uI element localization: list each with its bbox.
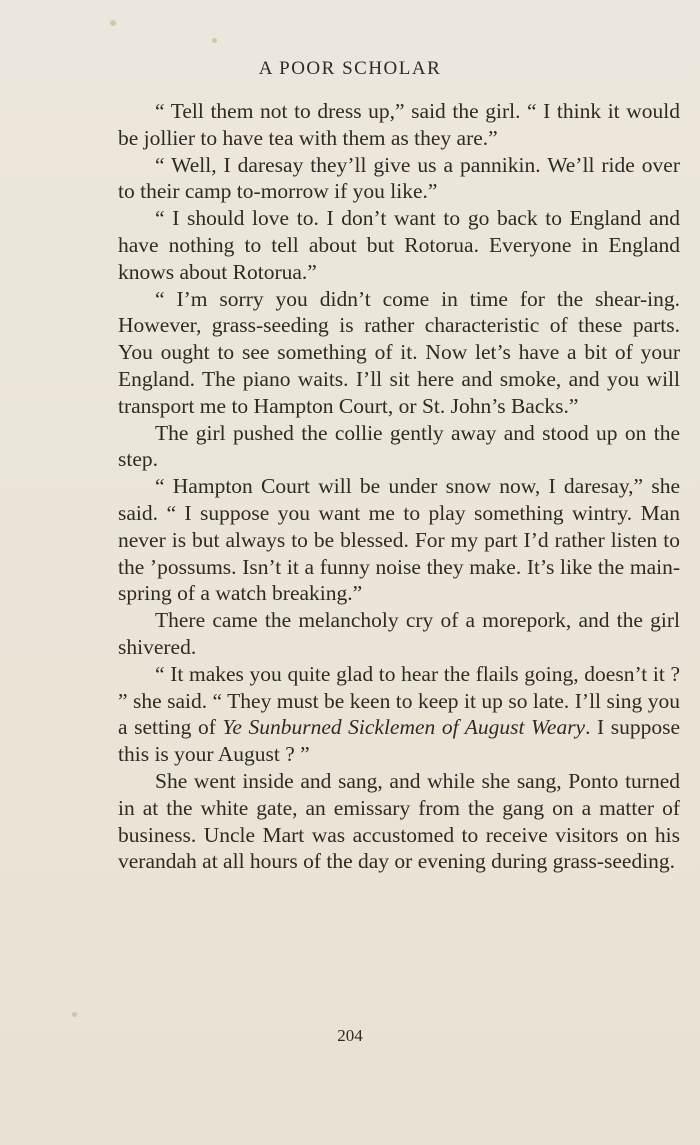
paragraph: She went inside and sang, and while she sang, Ponto turned in at the white gate, an emissary from the gang on a matter of business. Uncle Mart was accustomed to receive visitors on his verandah at all hours of the day or evening during grass-seeding.: [118, 768, 680, 874]
paper-speck: [212, 38, 217, 43]
paragraph: “ Well, I daresay they’ll give us a pannikin. We’ll ride over to their camp to-morrow if you like.”: [118, 152, 680, 204]
running-head: A POOR SCHOLAR: [258, 58, 442, 79]
paragraph: The girl pushed the collie gently away and stood up on the step.: [118, 420, 680, 472]
paragraph: “ Hampton Court will be under snow now, I daresay,” she said. “ I suppose you want me to play something wintry. Man never is but always to be blessed. For my part I’d rather listen to the ’possums. Isn’t it a funny noise they make. It’s like the main-spring of a watch breaking.”: [118, 474, 680, 606]
paragraph: There came the melancholy cry of a morepork, and the girl shivered.: [118, 608, 680, 659]
song-title: Ye Sunburned Sicklemen of August Weary: [222, 715, 586, 740]
paragraph: “ I’m sorry you didn’t come in time for the shear-ing. However, grass-seeding is rather characteristic of these parts. You ought to see something of it. Now let’s have a bit of your England. The piano waits. I’ll sit here and smoke, and you will transport me to Hampton Court, or St. John’s Backs.”: [118, 286, 680, 418]
paper-speck: [110, 20, 116, 26]
paragraph: “ I should love to. I don’t want to go back to England and have nothing to tell about but Rotorua. Everyone in England knows about Rotorua.”: [118, 206, 680, 284]
paragraph: “ Tell them not to dress up,” said the girl. “ I think it would be jollier to have tea with them as they are.”: [118, 99, 680, 150]
paragraph: [118, 661, 680, 768]
paper-speck: [72, 1012, 77, 1017]
paragraph-text: . I suppose this is your August ? ”: [118, 715, 680, 767]
paragraph-text: “ It makes you quite glad to hear the flails going, doesn’t it ? ” she said. “ They must be keen to keep it up so late. I’ll sing you a setting of: [118, 661, 680, 740]
body-text: [118, 98, 680, 875]
page-number: 204: [337, 1026, 363, 1045]
